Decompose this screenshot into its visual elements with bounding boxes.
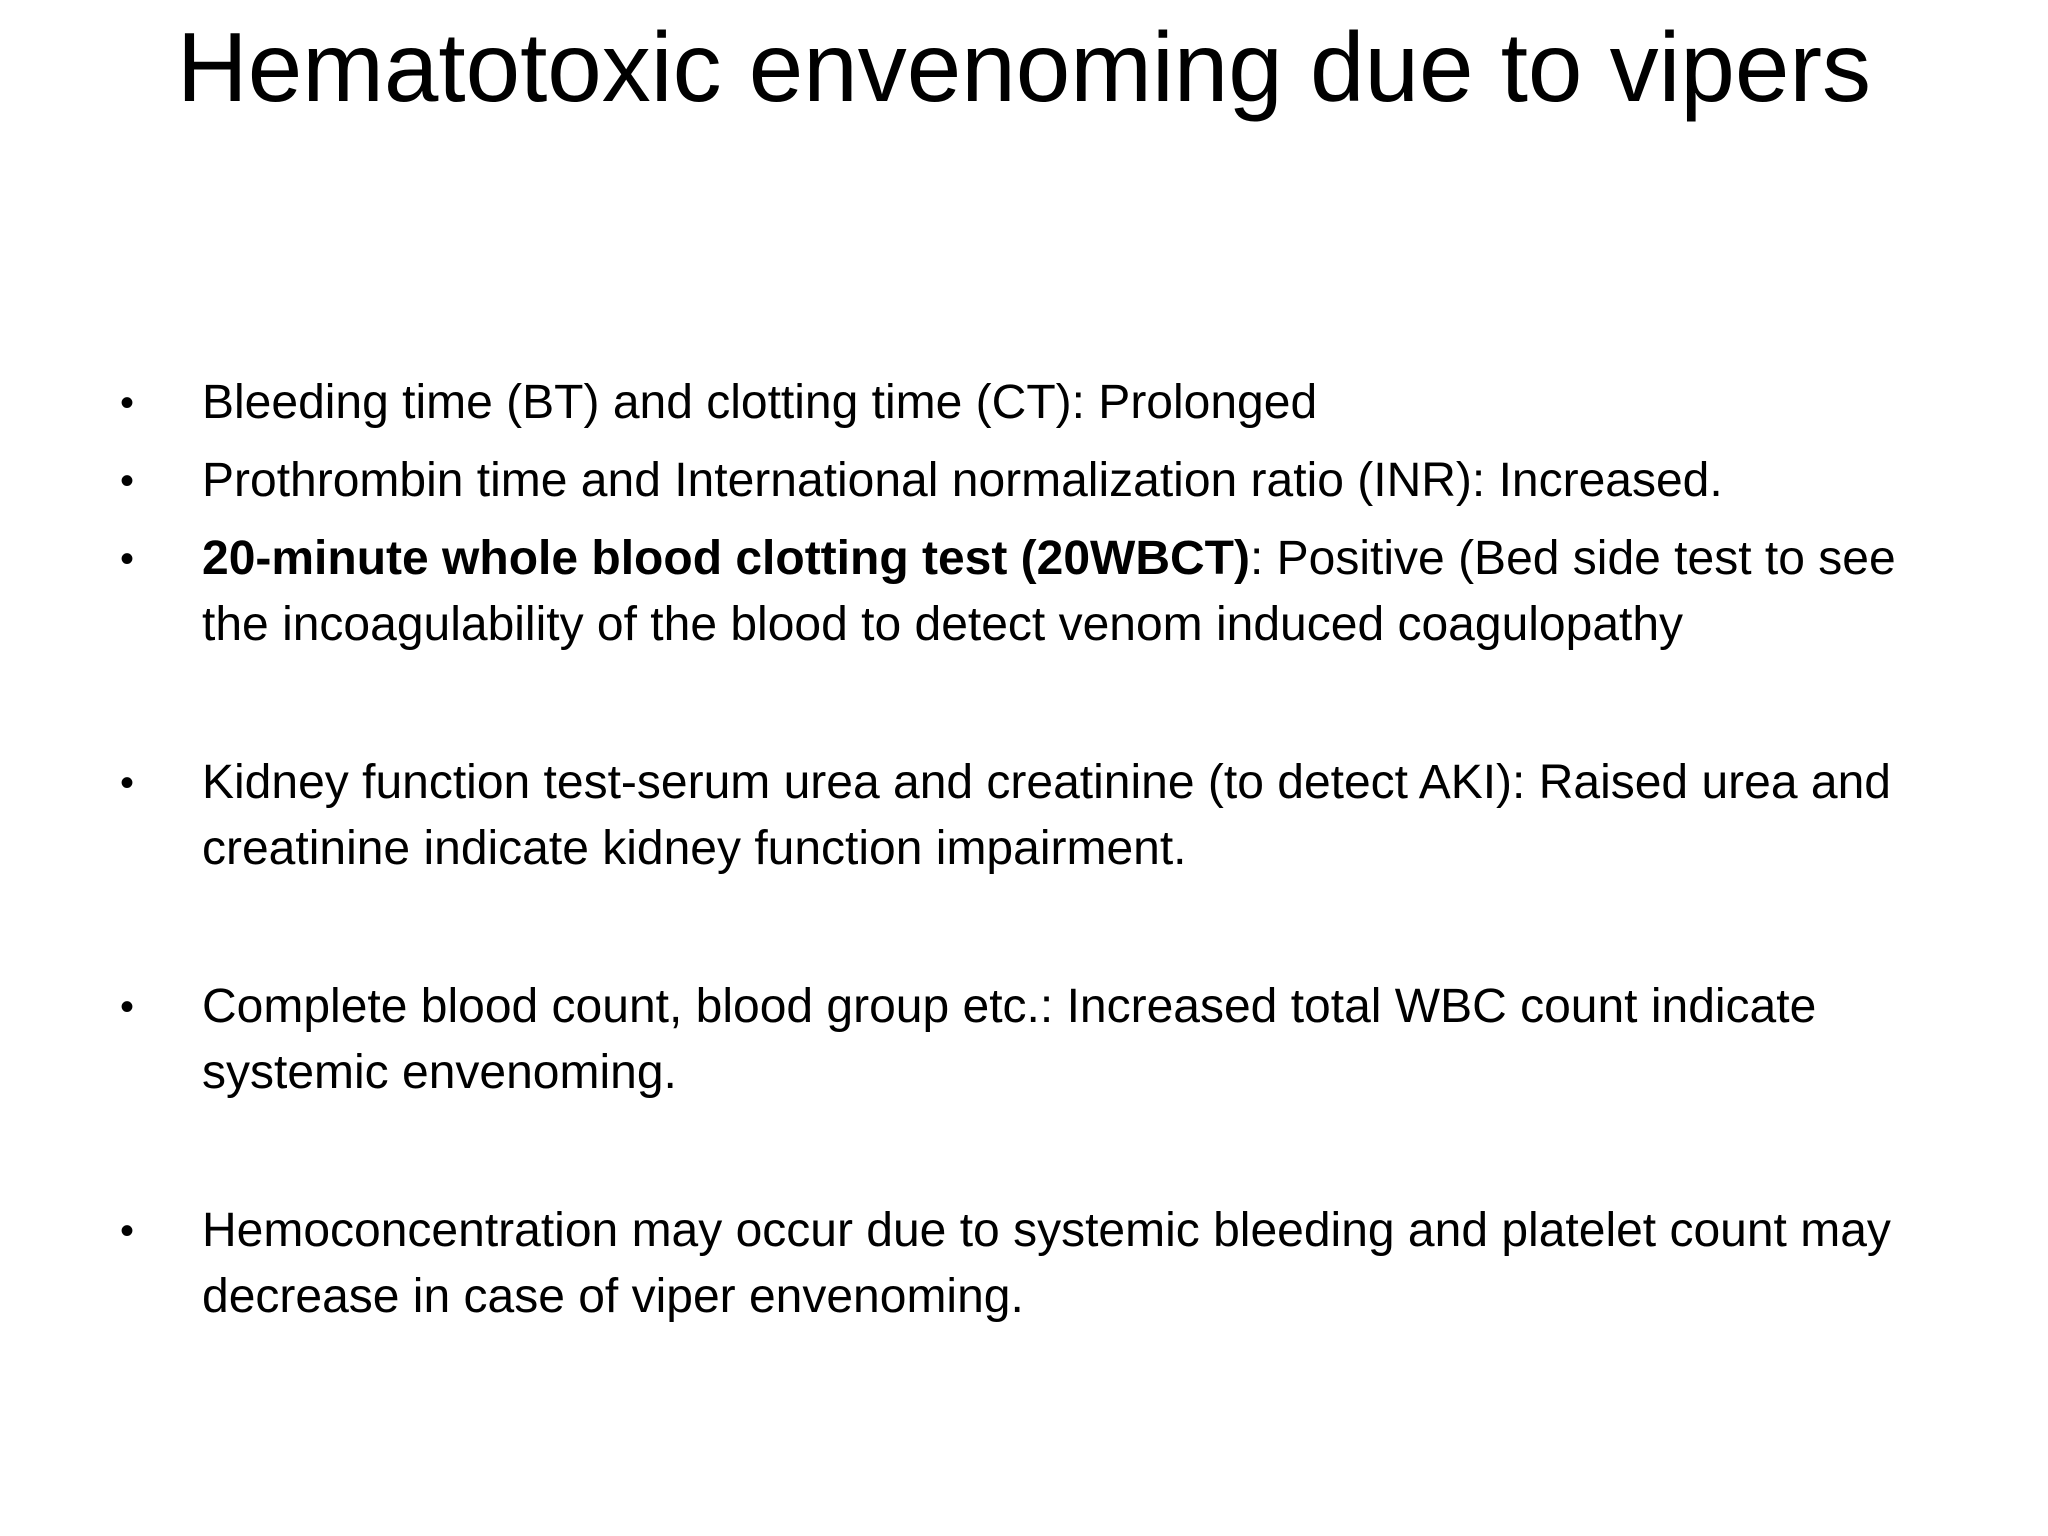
- bullet-icon: •: [120, 985, 135, 1029]
- bullet-text: : Positive (Bed side test to see the incoagulability of the blood to detect venom induced coagulopathy: [202, 532, 1896, 651]
- bullet-text: Complete blood count, blood group etc.: Increased total WBC count indicate systemic envenoming.: [202, 980, 1817, 1099]
- bullet-icon: •: [120, 1209, 135, 1253]
- bullet-icon: •: [120, 761, 135, 805]
- bullet-icon: •: [120, 459, 135, 503]
- bullet-text: Prothrombin time and International normalization ratio (INR): Increased.: [202, 454, 1723, 507]
- bullet-text: Hemoconcentration may occur due to systemic bleeding and platelet count may decrease in case of viper envenoming.: [202, 1204, 1891, 1323]
- bullet-icon: •: [120, 381, 135, 425]
- bullet-list: [120, 370, 1940, 1330]
- bullet-item: [120, 370, 1940, 436]
- bullet-text: Bleeding time (BT) and clotting time (CT): Prolonged: [202, 376, 1318, 429]
- slide-title: Hematotoxic envenoming due to vipers: [176, 12, 1872, 122]
- bullet-item: [120, 448, 1940, 514]
- bullet-item: [120, 750, 1940, 882]
- bullet-text-rich: [202, 526, 1940, 658]
- bullet-icon: •: [120, 537, 135, 581]
- bullet-text: Kidney function test-serum urea and creatinine (to detect AKI): Raised urea and creatinine indicate kidney function impairment.: [202, 756, 1891, 875]
- bullet-item: [120, 1198, 1940, 1330]
- bullet-item: [120, 974, 1940, 1106]
- bullet-item: [120, 526, 1940, 658]
- bullet-bold-text: 20-minute whole blood clotting test (20WBCT): [202, 532, 1250, 585]
